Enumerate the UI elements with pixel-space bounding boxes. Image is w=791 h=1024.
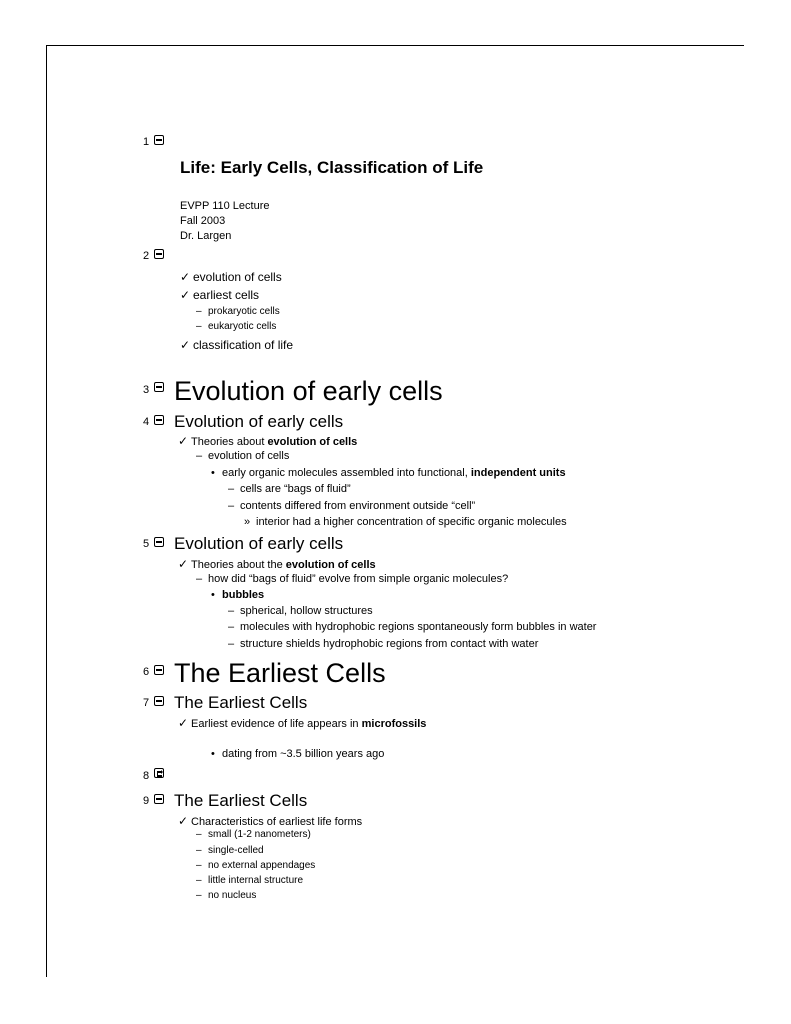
list-subitem: – how did “bags of fluid” evolve from simple organic molecules?: [196, 573, 509, 585]
list-item: ✓ Characteristics of earliest life forms: [178, 814, 363, 828]
list-subitem: – prokaryotic cells: [196, 306, 280, 317]
slide-icon[interactable]: [154, 665, 164, 675]
list-subitem: – no external appendages: [196, 860, 316, 871]
list-subitem: – contents differed from environment outside “cell”: [228, 500, 476, 512]
list-item: ✓ Theories about the evolution of cells: [178, 557, 376, 571]
slide-number: 2: [143, 250, 150, 262]
check-icon: ✓: [178, 557, 189, 571]
check-icon: ✓: [180, 270, 191, 284]
check-icon: ✓: [180, 288, 191, 302]
list-subitem: – cells are “bags of fluid”: [228, 483, 351, 495]
slide-icon[interactable]: [154, 537, 164, 547]
slide-title: Life: Early Cells, Classification of Life: [180, 158, 484, 177]
list-item: ✓ evolution of cells: [180, 270, 282, 284]
slide-icon[interactable]: [154, 382, 164, 392]
list-subitem: – eukaryotic cells: [196, 321, 277, 332]
check-icon: ✓: [178, 814, 189, 828]
slide-heading: Evolution of early cells: [174, 412, 344, 431]
list-subitem: – evolution of cells: [196, 450, 290, 462]
list-bullet: • early organic molecules assembled into functional, independent units: [211, 467, 566, 479]
check-icon: ✓: [180, 338, 191, 352]
slide-number: 3: [143, 384, 150, 396]
section-heading: The Earliest Cells: [174, 658, 386, 688]
page-border-top: [46, 45, 744, 46]
list-subitem: – little internal structure: [196, 875, 304, 886]
slide-heading: Evolution of early cells: [174, 534, 344, 553]
list-item: ✓ Theories about evolution of cells: [178, 434, 358, 448]
slide-heading: The Earliest Cells: [174, 791, 308, 810]
list-subitem: » interior had a higher concentration of specific organic molecules: [244, 516, 567, 528]
slide-icon[interactable]: [154, 415, 164, 425]
slide-number: 8: [143, 770, 150, 782]
slide-number: 5: [143, 538, 150, 550]
slide-number: 6: [143, 666, 150, 678]
slide-icon[interactable]: [154, 794, 164, 804]
list-item: ✓ Earliest evidence of life appears in microfossils: [178, 716, 427, 730]
page-border-left: [46, 45, 47, 977]
slide-number: 1: [143, 136, 150, 148]
slide-number: 9: [143, 795, 150, 807]
list-item: ✓ classification of life: [180, 338, 294, 352]
list-bullet: • dating from ~3.5 billion years ago: [211, 748, 385, 760]
list-subitem: – small (1-2 nanometers): [196, 829, 311, 840]
slide-icon[interactable]: [154, 135, 164, 145]
slide-link-icon[interactable]: [154, 768, 164, 778]
slide-icon[interactable]: [154, 249, 164, 259]
list-subitem: – structure shields hydrophobic regions from contact with water: [228, 638, 539, 650]
lecture-info: EVPP 110 Lecture: [180, 200, 270, 212]
check-icon: ✓: [178, 434, 189, 448]
list-subitem: – single-celled: [196, 845, 264, 856]
slide-icon[interactable]: [154, 696, 164, 706]
check-icon: ✓: [178, 716, 189, 730]
instructor-info: Dr. Largen: [180, 230, 232, 242]
list-item: ✓ earliest cells: [180, 288, 260, 302]
term-info: Fall 2003: [180, 215, 226, 227]
slide-number: 4: [143, 416, 150, 428]
list-subitem: – molecules with hydrophobic regions spontaneously form bubbles in water: [228, 621, 597, 633]
section-heading: Evolution of early cells: [174, 376, 443, 406]
slide-heading: The Earliest Cells: [174, 693, 308, 712]
slide-number: 7: [143, 697, 150, 709]
list-subitem: – no nucleus: [196, 890, 257, 901]
list-bullet: • bubbles: [211, 589, 265, 601]
list-subitem: – spherical, hollow structures: [228, 605, 373, 617]
